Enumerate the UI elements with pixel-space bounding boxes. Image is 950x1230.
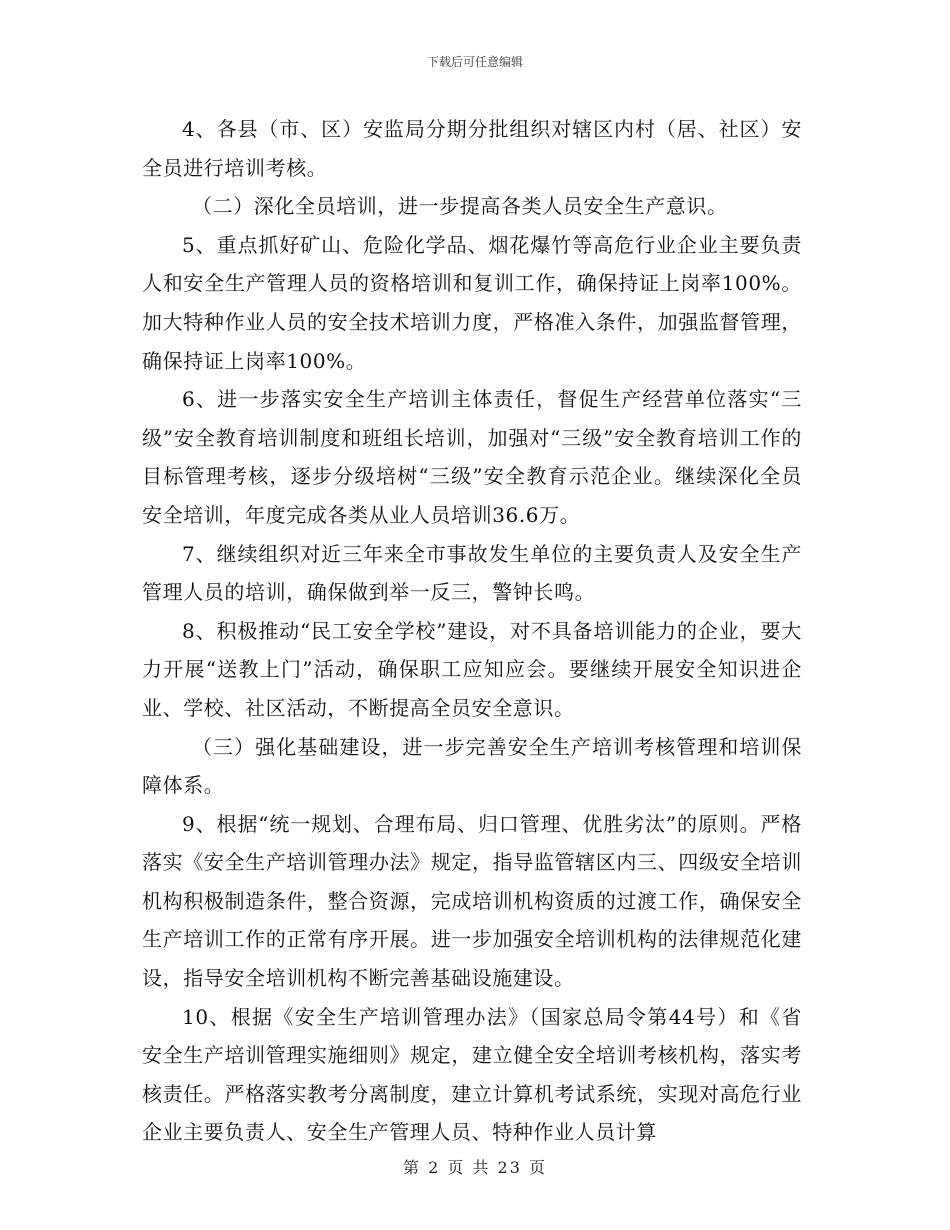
paragraph-item-4: 4、各县（市、区）安监局分期分批组织对辖区内村（居、社区）安全员进行培训考核。 [142, 117, 802, 180]
paragraph-item-8: 8、积极推动“民工安全学校”建设，对不具备培训能力的企业，要大力开展“送教上门”活动，确保职工应知应会。要继续开展安全知识进企业、学校、社区活动，不断提高全员安全意识。 [142, 618, 802, 720]
section-heading-2: （二）深化全员培训，进一步提高各类人员安全生产意识。 [192, 194, 728, 219]
page-number-footer: 第 2 页 共 23 页 [403, 1158, 547, 1177]
paragraph-item-9: 9、根据“统一规划、合理布局、归口管理、优胜劣汰”的原则。严格落实《安全生产培训管理办法》规定，指导监管辖区内三、四级安全培训机构积极制造条件，整合资源，完成培训机构资质的过渡工作，确保安全生产培训工作的正常有序开展。进一步加强安全培训机构的法律规范化建设，指导安全培训机构不断完善基础设施建设。 [142, 811, 802, 991]
document-body [142, 110, 802, 1152]
page-header-note: 下载后可任意编辑 [426, 55, 523, 69]
paragraph-item-10: 10、根据《安全生产培训管理办法》（国家总局令第44号）和《省安全生产培训管理实施细则》规定，建立健全安全培训考核机构，落实考核责任。严格落实教考分离制度，建立计算机考试系统，实现对高危行业企业主要负责人、安全生产管理人员、特种作业人员计算 [142, 1004, 802, 1145]
paragraph-item-7: 7、继续组织对近三年来全市事故发生单位的主要负责人及安全生产管理人员的培训，确保做到举一反三，警钟长鸣。 [142, 541, 802, 605]
paragraph-item-6: 6、进一步落实安全生产培训主体责任，督促生产经营单位落实“三级”安全教育培训制度和班组长培训，加强对“三级”安全教育培训工作的目标管理考核，逐步分级培树“三级”安全教育示范企业。继续深化全员安全培训，年度完成各类从业人员培训36.6万。 [142, 387, 802, 527]
paragraph-item-5: 5、重点抓好矿山、危险化学品、烟花爆竹等高危行业企业主要负责人和安全生产管理人员的资格培训和复训工作，确保持证上岗率100%。加大特种作业人员的安全技术培训力度，严格准入条件，加强监督管理，确保持证上岗率100%。 [142, 232, 802, 373]
section-heading-3: （三）强化基础建设，进一步完善安全生产培训考核管理和培训保障体系。 [142, 734, 802, 798]
